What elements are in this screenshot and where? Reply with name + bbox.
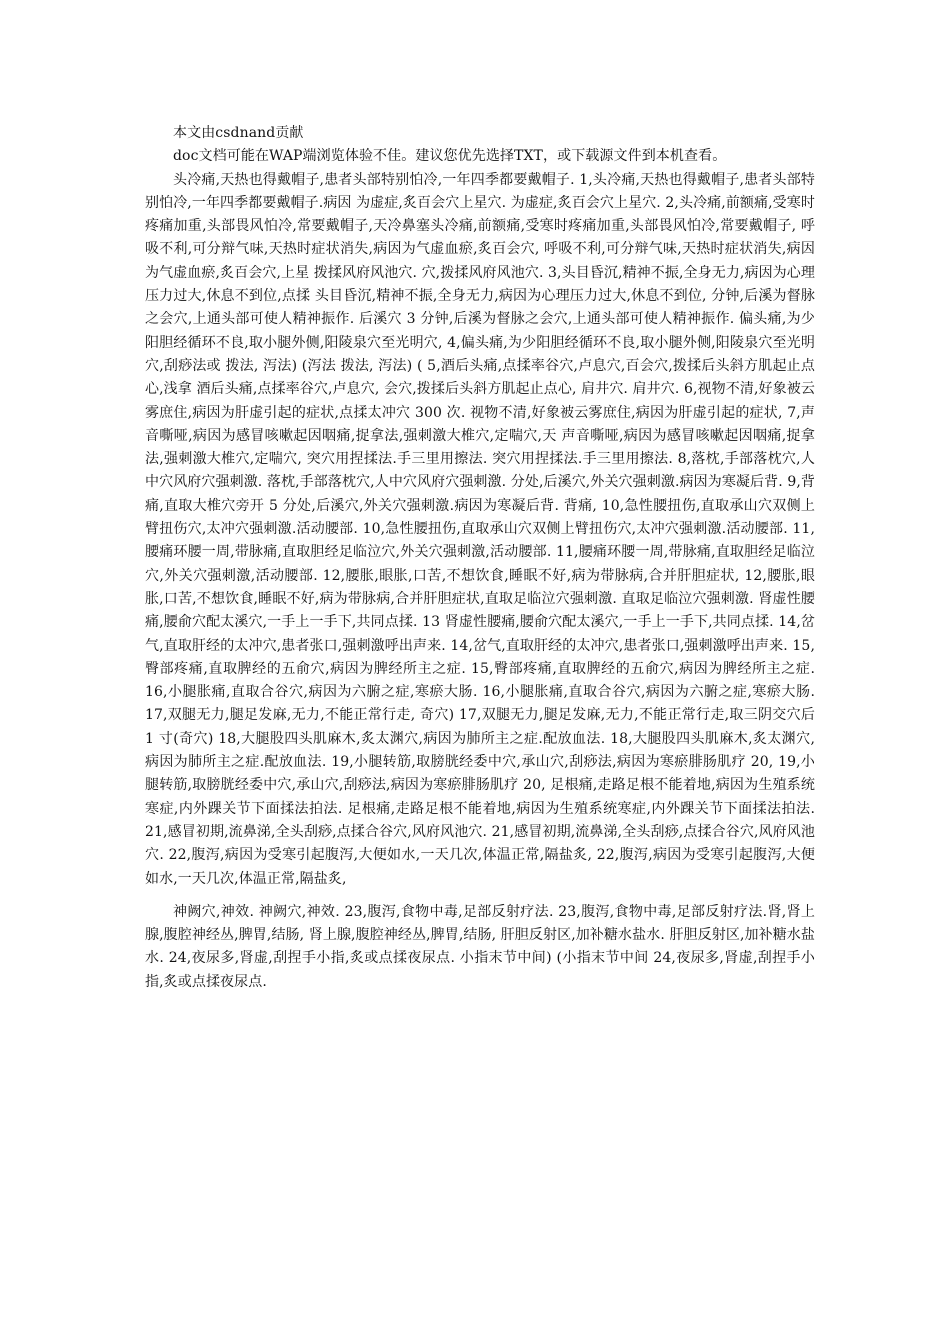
- viewing-notice: doc文档可能在WAP端浏览体验不佳。建议您优先选择TXT，或下载源文件到本机查看。: [173, 148, 727, 165]
- body-paragraph: 神阙穴,神效. 神阙穴,神效. 23,腹泻,食物中毒,足部反射疗法. 23,腹泻,食物中毒,足部反射疗法.肾,肾上腺,腹腔神经丛,脾胃,结肠, 肾上腺,腹腔神经丛,脾胃,结肠, 肝胆反射区,加补糖水盐水. 肝胆反射区,加补糖水盐水. 24,夜尿多,肾虚,刮捏手小指,炙或点揉夜尿点. 小指末节中间) (小指末节中间 24,夜尿多,肾虚,刮捏手小指,炙或点揉夜尿点.: [145, 903, 815, 990]
- body-paragraph: 头冷痛,天热也得戴帽子,患者头部特别怕冷,一年四季都要戴帽子. 1,头冷痛,天热也得戴帽子,患者头部特别怕冷,一年四季都要戴帽子.病因 为虚症,炙百会穴上星穴. 为虚症,炙百会穴上星穴. 2,头冷痛,前额痛,受寒时疼痛加重,头部畏风怕冷,常要戴帽子,天冷鼻塞头冷痛,前额痛,受寒时疼痛加重,头部畏风怕冷,常要戴帽子, 呼吸不利,可分辩气味,天热时症状消失,病因为气虚血瘀,炙百会穴, 呼吸不利,可分辩气味,天热时症状消失,病因为气虚血瘀,炙百会穴,上星 拨揉风府风池穴. 穴,拨揉风府风池穴. 3,头目昏沉,精神不振,全身无力,病因为心理压力过大,休息不到位,点揉 头目昏沉,精神不振,全身无力,病因为心理压力过大,休息不到位, 分钟,后溪为督脉之会穴,上通头部可使人精神振作. 后溪穴 3 分钟,后溪为督脉之会穴,上通头部可使人精神振作. 偏头痛,为少阳胆经循环不良,取小腿外侧,阳陵泉穴至光明穴, 4,偏头痛,为少阳胆经循环不良,取小腿外侧,阳陵泉穴至光明穴,刮痧法或 拨法, 泻法) (泻法 拨法, 泻法) ( 5,酒后头痛,点揉率谷穴,卢息穴,百会穴,拨揉后头斜方肌起止点心,浅拿 酒后头痛,点揉率谷穴,卢息穴, 会穴,拨揉后头斜方肌起止点心, 肩井穴. 肩井穴. 6,视物不清,好象被云雾庶住,病因为肝虚引起的症状,点揉太冲穴 300 次. 视物不清,好象被云雾庶住,病因为肝虚引起的症状, 7,声音嘶哑,病因为感冒咳嗽起因咽痛,捉拿法,强刺激大椎穴,定喘穴,天 声音嘶哑,病因为感冒咳嗽起因咽痛,捉拿法,强刺激大椎穴,定喘穴, 突穴用捏揉法.手三里用擦法. 突穴用捏揉法.手三里用擦法. 8,落枕,手部落枕穴,人中穴风府穴强刺激. 落枕,手部落枕穴,人中穴风府穴强刺激. 分处,后溪穴,外关穴强刺激.病因为寒凝后背. 9,背痛,直取大椎穴旁开 5 分处,后溪穴,外关穴强刺激.病因为寒凝后背. 背痛, 10,急性腰扭伤,直取承山穴双侧上臂扭伤穴,太冲穴强刺激.活动腰部. 10,急性腰扭伤,直取承山穴双侧上臂扭伤穴,太冲穴强刺激.活动腰部. 11,腰痛环腰一周,带脉痛,直取胆经足临泣穴,外关穴强刺激,活动腰部. 11,腰痛环腰一周,带脉痛,直取胆经足临泣穴,外关穴强刺激,活动腰部. 12,腰胀,眼胀,口苦,不想饮食,睡眠不好,病为带脉病,合并肝胆症状, 12,腰胀,眼胀,口苦,不想饮食,睡眠不好,病为带脉病,合并肝胆症状,直取足临泣穴强刺激. 直取足临泣穴强刺激. 肾虚性腰痛,腰俞穴配太溪穴,一手上一手下,共同点揉. 13 肾虚性腰痛,腰俞穴配太溪穴,一手上一手下,共同点揉. 14,岔气,直取肝经的太冲穴,患者张口,强刺激呼出声来. 14,岔气,直取肝经的太冲穴,患者张口,强刺激呼出声来. 15,臀部疼痛,直取脾经的五俞穴,病因为脾经所主之症. 15,臀部疼痛,直取脾经的五俞穴,病因为脾经所主之症. 16,小腿胀痛,直取合谷穴,病因为六腑之症,寒瘀大肠. 16,小腿胀痛,直取合谷穴,病因为六腑之症,寒瘀大肠. 17,双腿无力,腿足发麻,无力,不能正常行走, 奇穴) 17,双腿无力,腿足发麻,无力,不能正常行走,取三阴交穴后 1 寸(奇穴) 18,大腿股四头肌麻木,炙太渊穴,病因为肺所主之症.配放血法. 18,大腿股四头肌麻木,炙太渊穴,病因为肺所主之症.配放血法. 19,小腿转筋,取膀胱经委中穴,承山穴,刮痧法,病因为寒瘀腓肠肌疗 20, 19,小腿转筋,取膀胱经委中穴,承山穴,刮痧法,病因为寒瘀腓肠肌疗 20, 足根痛,走路足根不能着地,病因为生殖系统寒症,内外踝关节下面揉法拍法. 足根痛,走路足根不能着地,病因为生殖系统寒症,内外踝关节下面揉法拍法. 21,感冒初期,流鼻涕,全头刮痧,点揉合谷穴,风府风池穴. 21,感冒初期,流鼻涕,全头刮痧,点揉合谷穴,风府风池穴. 22,腹泻,病因为受寒引起腹泻,大便如水,一天几次,体温正常,隔盐炙, 22,腹泻,病因为受寒引起腹泻,大便如水,一天几次,体温正常,隔盐炙,: [145, 171, 815, 887]
- contributor-line: 本文由csdnand贡献: [173, 125, 304, 141]
- document-body: [145, 122, 815, 994]
